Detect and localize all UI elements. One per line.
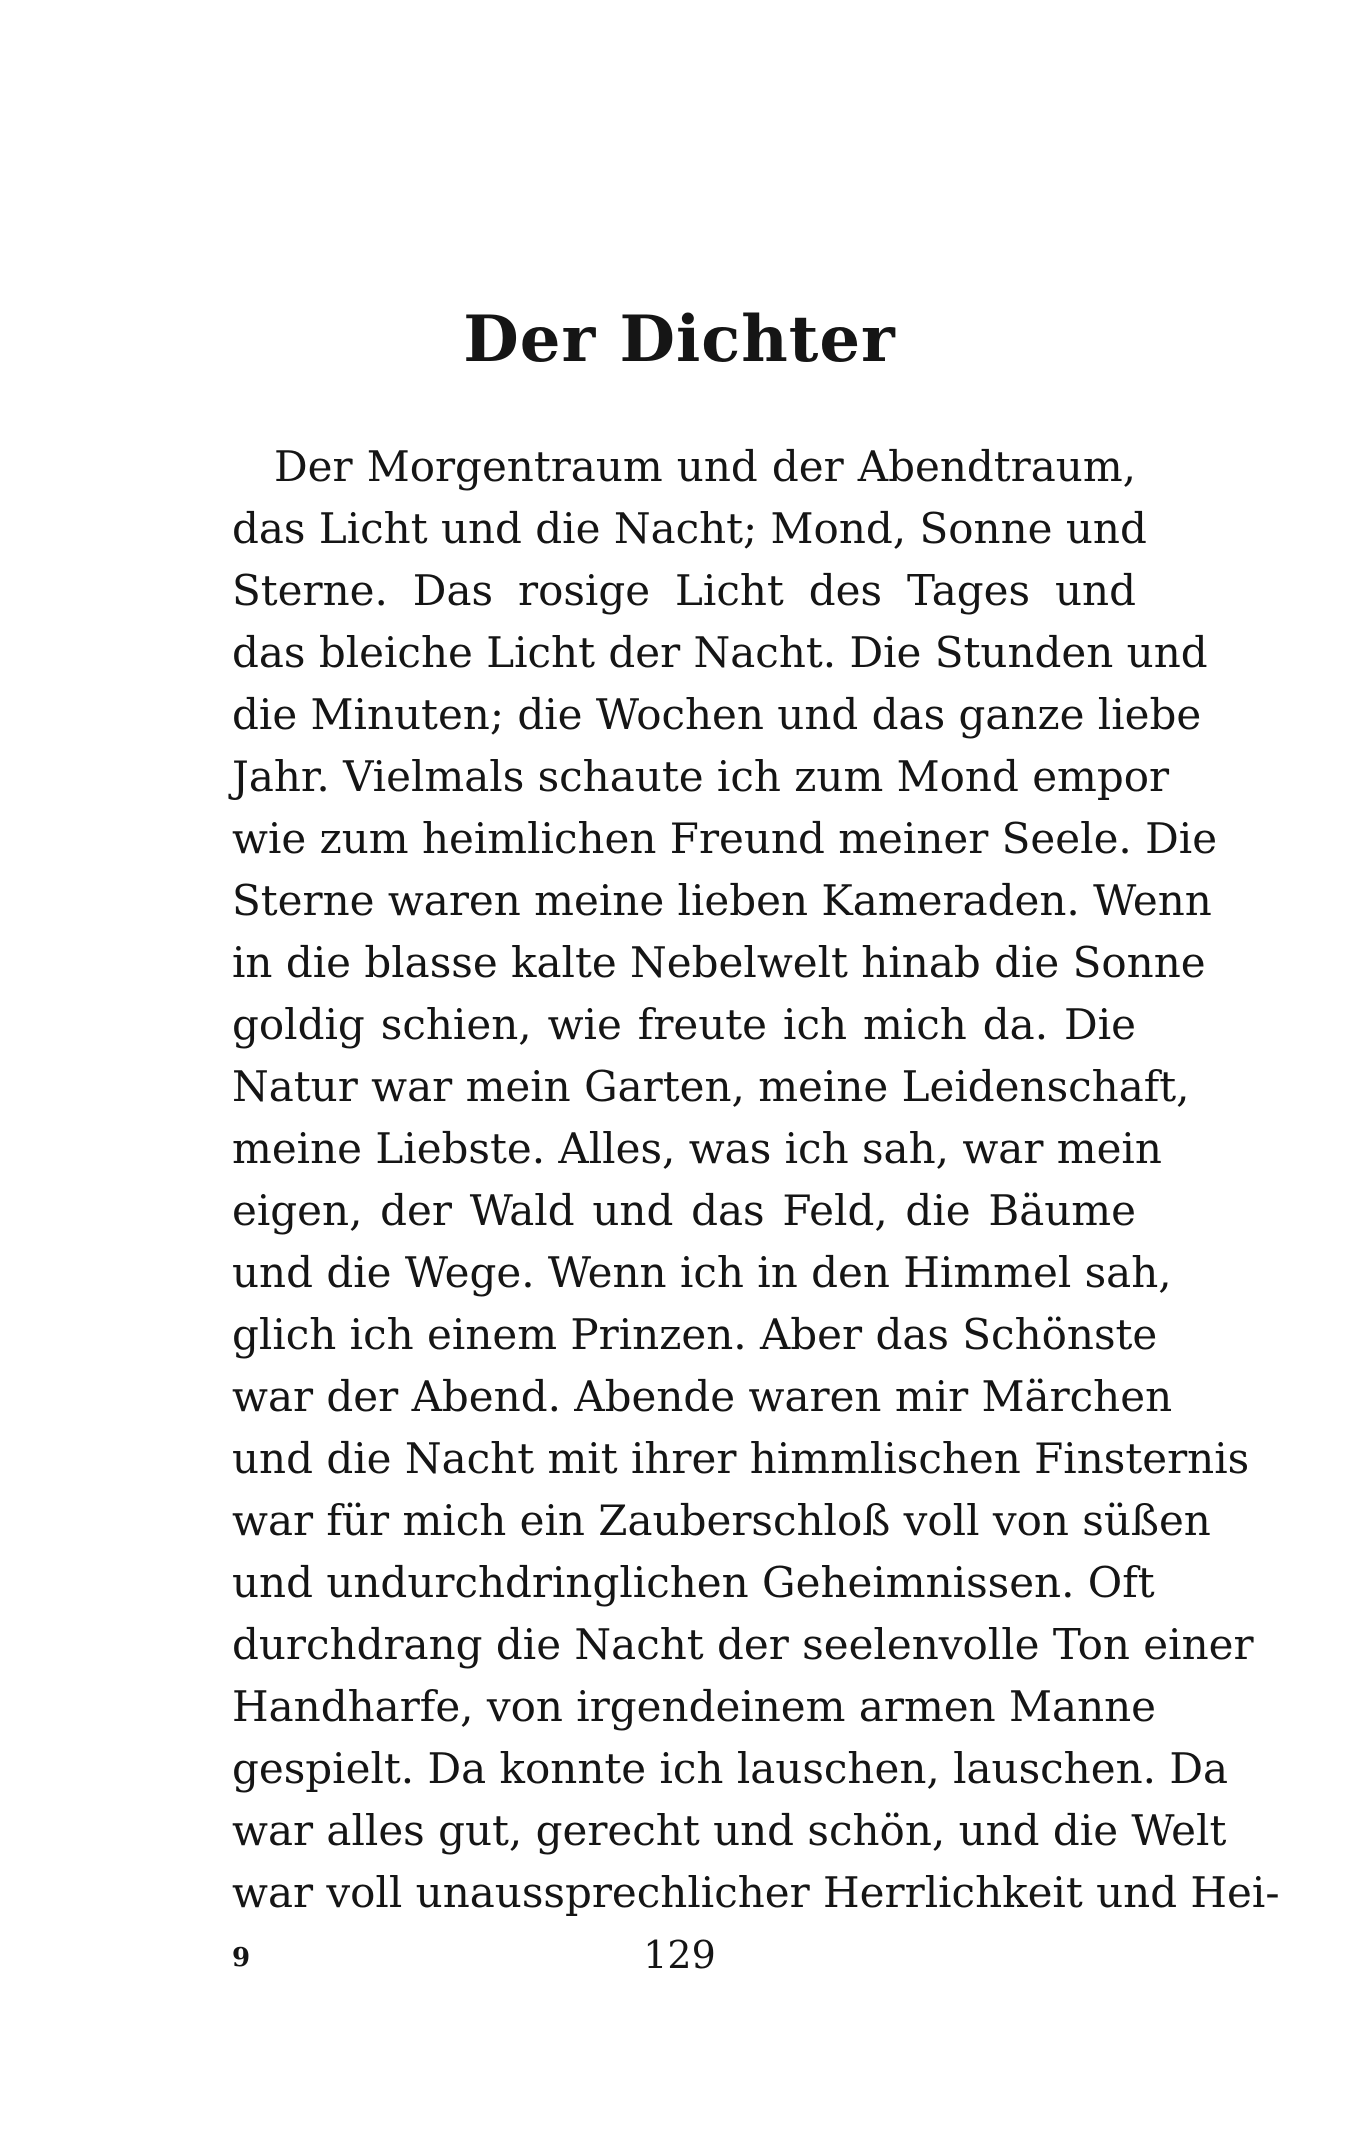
- page-number: 129: [643, 1933, 716, 1977]
- text-line: Natur war mein Garten, meine Leidenschaft,: [232, 1062, 1190, 1111]
- text-line: glich ich einem Prinzen. Aber das Schönste: [232, 1310, 1158, 1359]
- text-line: Der Morgentraum und der Abendtraum,: [274, 442, 1136, 491]
- signature-mark: 9: [232, 1943, 251, 1973]
- body-text: [232, 436, 1280, 1924]
- text-line: eigen, der Wald und das Feld, die Bäume: [232, 1186, 1136, 1235]
- text-line: Jahr. Vielmals schaute ich zum Mond empor: [232, 752, 1170, 801]
- page-footer: [0, 1932, 1359, 1982]
- text-line: das bleiche Licht der Nacht. Die Stunden und: [232, 628, 1208, 677]
- text-line: war der Abend. Abende waren mir Märchen: [232, 1372, 1173, 1421]
- text-line: war voll unaussprechlicher Herrlichkeit und Hei-: [232, 1868, 1280, 1917]
- text-line: und die Wege. Wenn ich in den Himmel sah,: [232, 1248, 1172, 1297]
- text-line: in die blasse kalte Nebelwelt hinab die Sonne: [232, 938, 1206, 987]
- text-line: durchdrang die Nacht der seelenvolle Ton einer: [232, 1620, 1254, 1669]
- text-line: war alles gut, gerecht und schön, und die Welt: [232, 1806, 1227, 1855]
- text-line: gespielt. Da konnte ich lauschen, lauschen. Da: [232, 1744, 1229, 1793]
- text-line: Sterne waren meine lieben Kameraden. Wenn: [232, 876, 1212, 925]
- chapter-title: Der Dichter: [463, 302, 896, 377]
- text-line: goldig schien, wie freute ich mich da. Die: [232, 1000, 1136, 1049]
- text-line: Sterne. Das rosige Licht des Tages und: [232, 566, 1136, 615]
- text-line: war für mich ein Zauberschloß voll von süßen: [232, 1496, 1211, 1545]
- text-line: Handharfe, von irgendeinem armen Manne: [232, 1682, 1157, 1731]
- text-line: meine Liebste. Alles, was ich sah, war mein: [232, 1124, 1162, 1173]
- text-line: die Minuten; die Wochen und das ganze liebe: [232, 690, 1202, 739]
- text-line: das Licht und die Nacht; Mond, Sonne und: [232, 504, 1147, 553]
- text-line: und die Nacht mit ihrer himmlischen Finsternis: [232, 1434, 1250, 1483]
- text-line: wie zum heimlichen Freund meiner Seele. Die: [232, 814, 1218, 863]
- text-line: und undurchdringlichen Geheimnissen. Oft: [232, 1558, 1155, 1607]
